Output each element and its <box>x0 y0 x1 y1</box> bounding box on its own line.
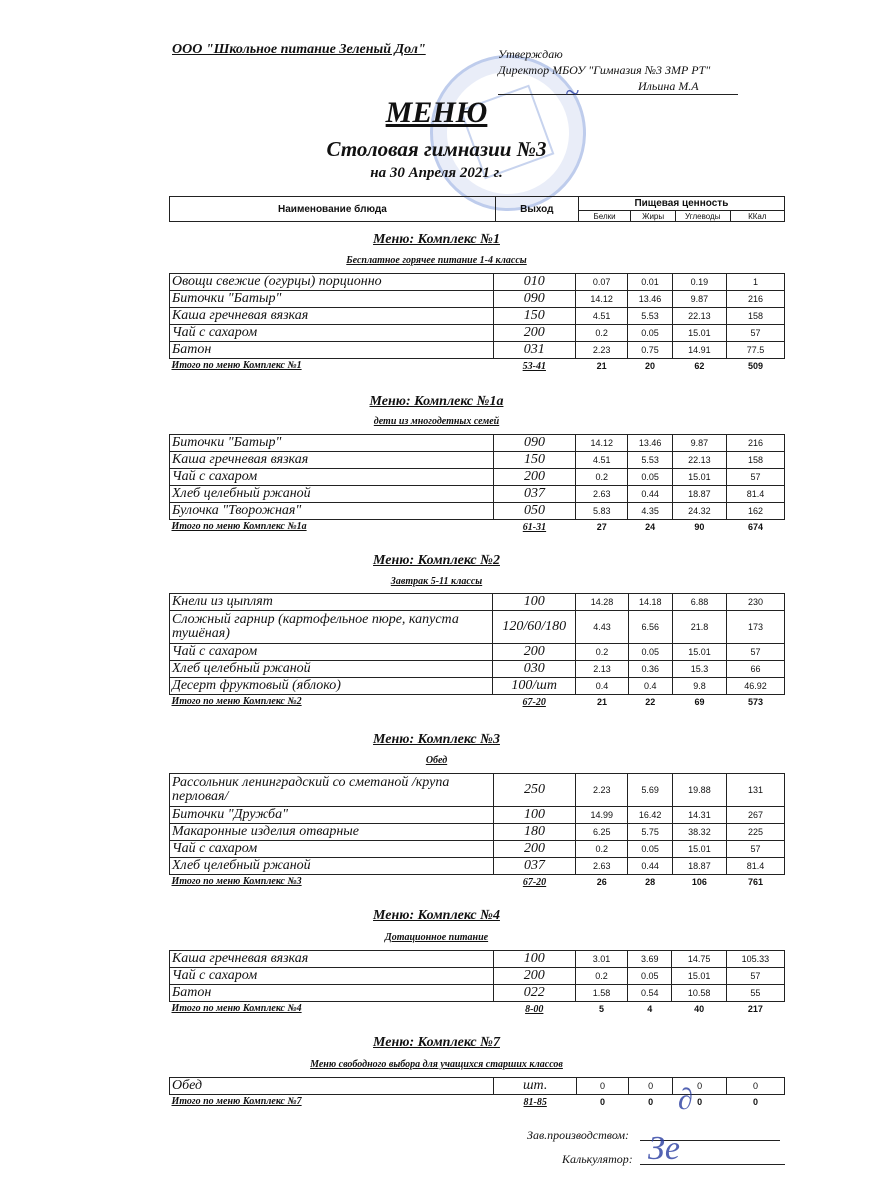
dish-output: 200 <box>493 968 575 985</box>
total-dish-name: Итого по меню Комплекс №7 <box>171 1096 302 1107</box>
kcal-value: 173 <box>727 611 785 644</box>
total-dish-output: 81-85 <box>523 1096 547 1108</box>
fat-value: 6.56 <box>628 611 672 644</box>
total-dish-name: Итого по меню Комплекс №2 <box>171 696 302 707</box>
check-signature: ∂ <box>678 1083 693 1116</box>
total-dish-output: 67-20 <box>522 876 547 888</box>
director-signature: ~ <box>565 78 580 107</box>
section-title: Меню: Комплекс №1а <box>369 394 504 409</box>
dish-output: 022 <box>493 985 575 1002</box>
dish-output: 200 <box>492 644 575 661</box>
carbs-value: 15.01 <box>672 644 726 661</box>
carbs-value: 24.32 <box>672 503 726 520</box>
carbs-value: 9.87 <box>672 435 726 452</box>
table-row <box>170 968 785 985</box>
menu-table <box>169 950 785 1016</box>
dish-name: Каша гречневая вязкая <box>170 308 494 325</box>
menu-table <box>169 273 785 373</box>
total-dish-name: Итого по меню Комплекс №1 <box>171 360 302 371</box>
section-title: Меню: Комплекс №3 <box>373 732 500 747</box>
kcal-value: 131 <box>727 774 785 807</box>
total-dish-output: 53-41 <box>522 360 546 372</box>
protein-value: 14.28 <box>576 594 628 611</box>
kcal-value: 57 <box>727 469 785 486</box>
protein-value: 2.63 <box>576 858 628 875</box>
fat-value: 0.05 <box>628 841 672 858</box>
fat-value: 3.69 <box>628 951 672 968</box>
fat-value: 13.46 <box>628 435 672 452</box>
calc-label: Калькулятор: <box>562 1152 633 1166</box>
dish-output: 100/шт <box>492 678 575 695</box>
table-row <box>170 274 785 291</box>
dish-output: 031 <box>493 342 575 359</box>
page-title: МЕНЮ <box>385 96 488 129</box>
table-row <box>170 858 785 875</box>
director-name: Ильина М.А <box>498 78 738 95</box>
protein-value: 0.2 <box>576 644 628 661</box>
fat-value: 0.75 <box>628 342 673 359</box>
dish-output: 050 <box>493 503 575 520</box>
dish-name: Каша гречневая вязкая <box>170 452 494 469</box>
col-dish: Наименование блюда <box>170 197 496 222</box>
protein-value: 2.23 <box>576 774 628 807</box>
table-row <box>170 594 785 611</box>
table-row <box>170 469 785 486</box>
protein-value: 14.99 <box>576 807 628 824</box>
fat-value: 5.53 <box>628 452 672 469</box>
table-row <box>170 611 785 644</box>
manager-label: Зав.производством: <box>527 1128 630 1142</box>
menu-table <box>169 773 785 889</box>
carbs-value: 0 <box>673 1078 727 1095</box>
dish-name: Чай с сахаром <box>170 325 494 342</box>
col-carbs: Углеводы <box>675 211 730 222</box>
dish-name: Кнели из цыплят <box>170 594 493 611</box>
dish-output: 150 <box>493 308 575 325</box>
protein-value: 14.12 <box>576 435 628 452</box>
dish-name: Чай с сахаром <box>170 968 494 985</box>
carbs-value: 21.8 <box>672 611 726 644</box>
kcal-value: 66 <box>727 661 785 678</box>
table-row <box>170 486 785 503</box>
table-row <box>170 841 785 858</box>
col-nutrition: Пищевая ценность <box>578 197 784 211</box>
section-subtitle: Обед <box>425 755 448 766</box>
total-fat-value: 28 <box>645 877 656 887</box>
carbs-value: 15.3 <box>672 661 726 678</box>
protein-value: 14.12 <box>575 291 627 308</box>
dish-output: 010 <box>493 274 575 291</box>
total-protein-value: 27 <box>596 522 607 532</box>
fat-value: 5.75 <box>628 824 672 841</box>
dish-output: 090 <box>493 435 575 452</box>
fat-value: 0.01 <box>628 274 673 291</box>
protein-value: 0.4 <box>576 678 628 695</box>
kcal-value: 158 <box>726 308 784 325</box>
carbs-value: 15.01 <box>672 841 726 858</box>
kcal-value: 216 <box>727 435 785 452</box>
dish-name: Чай с сахаром <box>170 469 494 486</box>
total-kcal-value: 761 <box>748 877 764 887</box>
table-row <box>170 644 785 661</box>
dish-output: 200 <box>493 841 575 858</box>
dish-name: Чай с сахаром <box>170 841 494 858</box>
fat-value: 0.44 <box>628 858 672 875</box>
carbs-value: 18.87 <box>672 486 726 503</box>
protein-value: 1.58 <box>575 985 627 1002</box>
total-carbs-value: 69 <box>694 697 705 707</box>
protein-value: 2.23 <box>575 342 627 359</box>
dish-output: 100 <box>493 807 575 824</box>
total-carbs-value: 90 <box>694 522 705 532</box>
carbs-value: 9.8 <box>672 678 726 695</box>
total-dish-name: Итого по меню Комплекс №3 <box>171 876 302 887</box>
menu-table <box>169 593 785 709</box>
kcal-value: 1 <box>726 274 784 291</box>
protein-value: 5.83 <box>576 503 628 520</box>
protein-value: 2.13 <box>576 661 628 678</box>
fat-value: 0.4 <box>628 678 672 695</box>
dish-output: 100 <box>492 594 575 611</box>
dish-output: 150 <box>493 452 575 469</box>
protein-value: 0.07 <box>575 274 627 291</box>
table-row <box>170 985 785 1002</box>
section-title: Меню: Комплекс №7 <box>373 1035 500 1050</box>
total-fat-value: 24 <box>645 522 656 532</box>
kcal-value: 46.92 <box>727 678 785 695</box>
director-title: Директор МБОУ "Гимназия №3 ЗМР РТ" <box>498 63 711 77</box>
fat-value: 4.35 <box>628 503 672 520</box>
carbs-value: 19.88 <box>672 774 726 807</box>
fat-value: 5.53 <box>628 308 673 325</box>
fat-value: 16.42 <box>628 807 672 824</box>
protein-value: 3.01 <box>575 951 627 968</box>
protein-value: 0.2 <box>575 325 627 342</box>
carbs-value: 10.58 <box>672 985 726 1002</box>
kcal-value: 216 <box>726 291 784 308</box>
kcal-value: 57 <box>726 325 784 342</box>
protein-value: 4.43 <box>576 611 628 644</box>
section-title: Меню: Комплекс №4 <box>373 908 500 923</box>
total-fat-value: 0 <box>648 1097 654 1107</box>
total-carbs-value: 62 <box>694 361 705 371</box>
table-row <box>170 435 785 452</box>
table-row <box>170 342 785 359</box>
dish-output: 200 <box>493 469 575 486</box>
section-subtitle: дети из многодетных семей <box>373 416 500 427</box>
table-row <box>170 824 785 841</box>
menu-date: на 30 Апреля 2021 г. <box>370 165 503 181</box>
kcal-value: 105.33 <box>726 951 784 968</box>
kcal-value: 55 <box>726 985 784 1002</box>
fat-value: 0.44 <box>628 486 672 503</box>
carbs-value: 18.87 <box>672 858 726 875</box>
total-dish-name: Итого по меню Комплекс №1а <box>171 521 307 532</box>
dish-output: 100 <box>493 951 575 968</box>
dish-name: Биточки "Батыр" <box>170 291 494 308</box>
fat-value: 0.05 <box>628 968 672 985</box>
total-kcal-value: 217 <box>747 1004 763 1014</box>
kcal-value: 225 <box>727 824 785 841</box>
section-subtitle: Бесплатное горячее питание 1-4 классы <box>346 255 527 266</box>
carbs-value: 15.01 <box>672 469 726 486</box>
dish-output: 037 <box>493 486 575 503</box>
total-carbs-value: 0 <box>697 1097 703 1107</box>
protein-value: 0.2 <box>575 968 627 985</box>
total-row <box>170 1002 785 1017</box>
kcal-value: 158 <box>727 452 785 469</box>
total-protein-value: 5 <box>599 1004 605 1014</box>
total-dish-output: 67-20 <box>522 696 546 708</box>
section-subtitle: Дотационное питание <box>384 932 489 943</box>
carbs-value: 38.32 <box>672 824 726 841</box>
dish-name: Сложный гарнир (картофельное пюре, капуста тушёная) <box>170 611 493 644</box>
fat-value: 0.05 <box>628 325 673 342</box>
table-row <box>170 661 785 678</box>
carbs-value: 9.87 <box>672 291 726 308</box>
total-protein-value: 21 <box>596 697 607 707</box>
carbs-value: 14.31 <box>672 807 726 824</box>
protein-value: 6.25 <box>576 824 628 841</box>
kcal-value: 267 <box>727 807 785 824</box>
total-protein-value: 26 <box>596 877 607 887</box>
section-title: Меню: Комплекс №2 <box>373 553 500 568</box>
total-fat-value: 20 <box>644 361 655 371</box>
dish-output: 120/60/180 <box>492 611 575 644</box>
total-fat-value: 22 <box>645 697 656 707</box>
fat-value: 0.54 <box>628 985 672 1002</box>
dish-output: 200 <box>493 325 575 342</box>
dish-name: Батон <box>170 985 494 1002</box>
protein-value: 0.2 <box>576 469 628 486</box>
total-row <box>170 875 785 890</box>
dish-name: Каша гречневая вязкая <box>170 951 494 968</box>
table-row <box>170 308 785 325</box>
total-dish-name: Итого по меню Комплекс №4 <box>171 1003 302 1014</box>
col-protein: Белки <box>578 211 630 222</box>
dish-name: Булочка "Творожная" <box>170 503 494 520</box>
section-subtitle: Меню свободного выбора для учащихся старших классов <box>310 1059 563 1070</box>
dish-output: 090 <box>493 291 575 308</box>
fat-value: 0.05 <box>628 644 672 661</box>
fat-value: 0.05 <box>628 469 672 486</box>
dish-name: Десерт фруктовый (яблоко) <box>170 678 493 695</box>
total-carbs-value: 40 <box>694 1004 705 1014</box>
carbs-value: 14.91 <box>672 342 726 359</box>
total-kcal-value: 509 <box>747 361 763 371</box>
carbs-value: 22.13 <box>672 452 726 469</box>
kcal-value: 57 <box>726 968 784 985</box>
dish-name: Батон <box>170 342 494 359</box>
protein-value: 0.2 <box>576 841 628 858</box>
carbs-value: 22.13 <box>672 308 726 325</box>
dish-output: 250 <box>493 774 575 807</box>
dish-name: Хлеб целебный ржаной <box>170 661 493 678</box>
dish-output: 180 <box>493 824 575 841</box>
menu-table <box>169 434 785 534</box>
table-row <box>170 291 785 308</box>
fat-value: 14.18 <box>628 594 672 611</box>
canteen-name: Столовая гимназии №3 <box>326 137 547 161</box>
section-title: Меню: Комплекс №1 <box>373 232 500 247</box>
col-fat: Жиры <box>631 211 676 222</box>
kcal-value: 81.4 <box>727 858 785 875</box>
carbs-value: 6.88 <box>672 594 726 611</box>
table-row <box>170 325 785 342</box>
dish-name: Хлеб целебный ржаной <box>170 486 494 503</box>
fat-value: 13.46 <box>628 291 673 308</box>
table-row <box>170 774 785 807</box>
dish-name: Биточки "Батыр" <box>170 435 494 452</box>
total-row <box>170 520 785 535</box>
company-name: ООО "Школьное питание Зеленый Дол" <box>172 42 426 57</box>
table-row <box>170 678 785 695</box>
protein-value: 0 <box>577 1078 629 1095</box>
kcal-value: 57 <box>727 644 785 661</box>
kcal-value: 57 <box>727 841 785 858</box>
header-table <box>169 196 785 222</box>
kcal-value: 230 <box>727 594 785 611</box>
col-output: Выход <box>495 197 578 222</box>
dish-name: Макаронные изделия отварные <box>170 824 494 841</box>
dish-output: шт. <box>494 1078 577 1095</box>
total-fat-value: 4 <box>647 1004 653 1014</box>
total-carbs-value: 106 <box>691 877 707 887</box>
total-dish-output: 61-31 <box>522 521 547 533</box>
col-kcal: ККал <box>730 211 784 222</box>
dish-name: Овощи свежие (огурцы) порционно <box>170 274 494 291</box>
table-row <box>170 807 785 824</box>
carbs-value: 15.01 <box>672 325 726 342</box>
protein-value: 4.51 <box>576 452 628 469</box>
total-protein-value: 0 <box>600 1097 606 1107</box>
fat-value: 5.69 <box>628 774 672 807</box>
total-kcal-value: 573 <box>747 697 764 707</box>
dish-name: Биточки "Дружба" <box>170 807 494 824</box>
total-row <box>170 359 785 374</box>
table-row <box>170 951 785 968</box>
kcal-value: 0 <box>727 1078 785 1095</box>
dish-name: Рассольник ленинградский со сметаной /крупа перловая/ <box>170 774 494 807</box>
kcal-value: 162 <box>727 503 785 520</box>
total-dish-output: 8-00 <box>525 1003 544 1015</box>
dish-output: 037 <box>493 858 575 875</box>
dish-output: 030 <box>492 661 575 678</box>
carbs-value: 0.19 <box>672 274 726 291</box>
fat-value: 0.36 <box>628 661 672 678</box>
total-protein-value: 21 <box>596 361 607 371</box>
calc-signature: Зе <box>648 1130 680 1167</box>
total-kcal-value: 674 <box>747 522 764 532</box>
carbs-value: 14.75 <box>672 951 726 968</box>
approval-block <box>498 46 738 95</box>
dish-name: Хлеб целебный ржаной <box>170 858 494 875</box>
kcal-value: 81.4 <box>727 486 785 503</box>
dish-name: Чай с сахаром <box>170 644 493 661</box>
table-row <box>170 452 785 469</box>
table-row <box>170 503 785 520</box>
carbs-value: 15.01 <box>672 968 726 985</box>
kcal-value: 77.5 <box>726 342 784 359</box>
dish-name: Обед <box>170 1078 494 1095</box>
approve-label: Утверждаю <box>498 47 563 61</box>
protein-value: 4.51 <box>575 308 627 325</box>
protein-value: 2.63 <box>576 486 628 503</box>
section-subtitle: Завтрак 5-11 классы <box>390 576 483 587</box>
fat-value: 0 <box>629 1078 673 1095</box>
total-row <box>170 695 785 710</box>
total-kcal-value: 0 <box>753 1097 759 1107</box>
